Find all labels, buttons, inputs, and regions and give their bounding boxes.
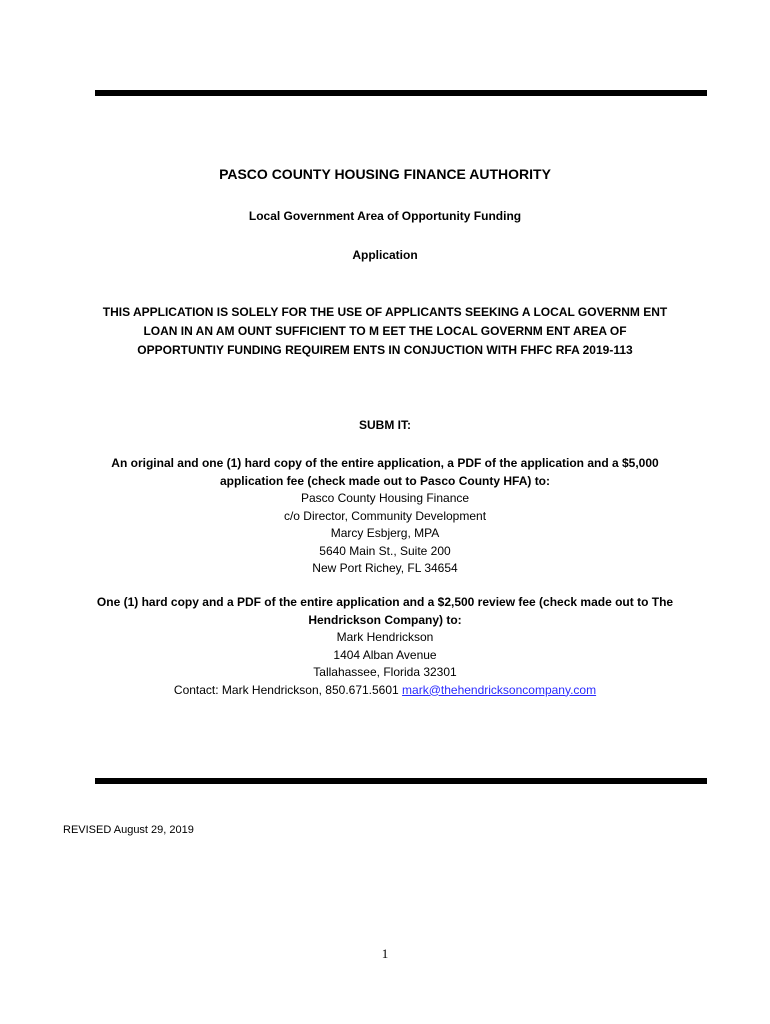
hfa-address-line: Marcy Esbjerg, MPA <box>330 526 440 540</box>
notice-line-3: OPPORTUNTIY FUNDING REQUIREM ENTS IN CONJUCTION WITH FHFC RFA 2019-113 <box>137 343 633 357</box>
top-divider-rule <box>95 90 707 96</box>
hfa-address-line: c/o Director, Community Development <box>283 508 487 523</box>
hendrickson-address-line: 1404 Alban Avenue <box>333 647 437 662</box>
contact-email-link[interactable]: mark@thehendricksoncompany.com <box>402 682 597 697</box>
submit-heading: SUBM IT: <box>359 418 411 432</box>
hfa-address-line: New Port Richey, FL 34654 <box>312 561 458 575</box>
hendrickson-instruction-line-1: One (1) hard copy and a PDF of the entire application and a $2,500 review fee (check made out to The <box>96 595 674 609</box>
eligibility-notice <box>60 303 710 360</box>
revision-date: REVISED August 29, 2019 <box>63 824 194 836</box>
notice-line-1: THIS APPLICATION IS SOLELY FOR THE USE OF APPLICANTS SEEKING A LOCAL GOVERNM ENT <box>102 305 668 319</box>
document-type-label: Application <box>352 248 418 262</box>
notice-line-2: LOAN IN AN AM OUNT SUFFICIENT TO M EET THE LOCAL GOVERNM ENT AREA OF <box>143 324 627 338</box>
submission-instructions-hendrickson <box>60 594 710 699</box>
document-title: PASCO COUNTY HOUSING FINANCE AUTHORITY <box>219 166 551 182</box>
hendrickson-instruction-line-2: Hendrickson Company) to: <box>308 612 462 627</box>
hfa-instruction-line-2: application fee (check made out to Pasco County HFA) to: <box>219 473 551 488</box>
document-subtitle: Local Government Area of Opportunity Funding <box>248 209 522 223</box>
hfa-instruction-line-1: An original and one (1) hard copy of the entire application, a PDF of the application and a $5,000 <box>111 456 659 470</box>
submission-instructions-hfa <box>60 455 710 578</box>
hfa-address-line: 5640 Main St., Suite 200 <box>319 543 451 558</box>
page-number: 1 <box>381 946 389 961</box>
contact-prefix: Contact: Mark Hendrickson, 850.671.5601 <box>173 682 403 697</box>
contact-line <box>60 682 710 700</box>
hendrickson-address-line: Tallahassee, Florida 32301 <box>313 665 457 679</box>
hendrickson-address-line: Mark Hendrickson <box>336 630 434 644</box>
bottom-divider-rule <box>95 778 707 784</box>
hfa-address-line: Pasco County Housing Finance <box>300 491 470 505</box>
